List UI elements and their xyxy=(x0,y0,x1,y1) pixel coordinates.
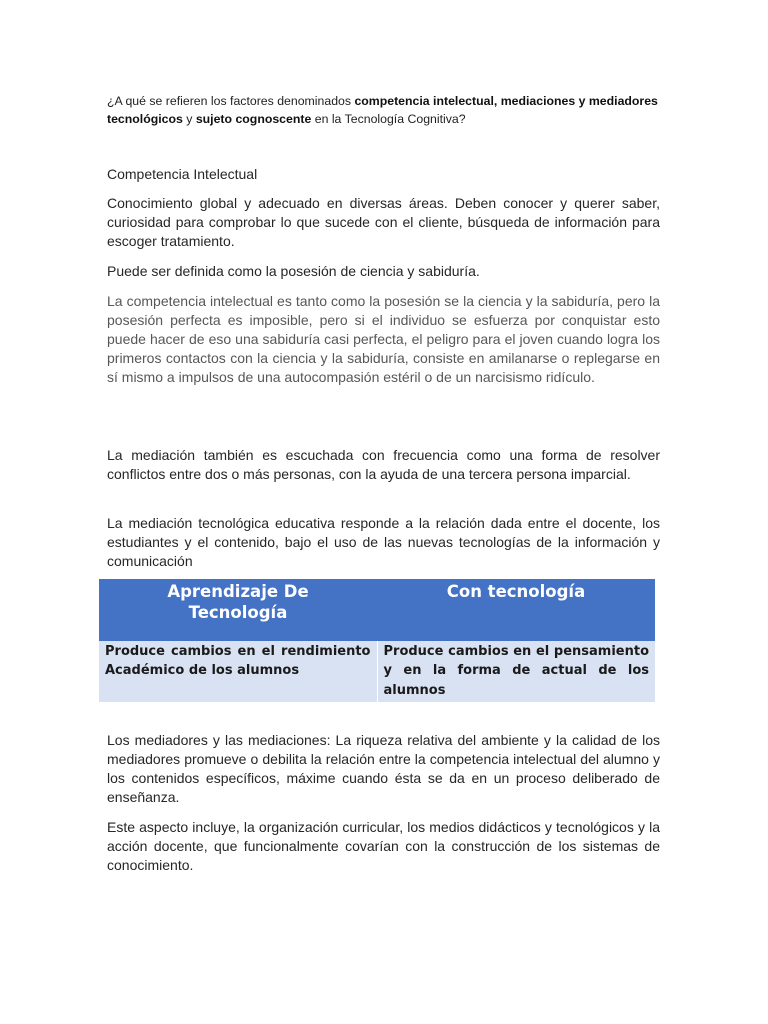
paragraph-2: Puede ser definida como la posesión de ciencia y sabiduría. xyxy=(107,263,480,279)
paragraph-4: La mediación también es escuchada con frecuencia como una forma de resolver conflictos entre dos o más personas, con la ayuda de una tercera persona imparcial. xyxy=(107,447,660,482)
question-text-2: y xyxy=(182,112,196,126)
table-header-row xyxy=(99,579,655,640)
paragraph-3: La competencia intelectual es tanto como la posesión se la ciencia y la sabiduría, pero la posesión perfecta es imposible, pero si el individuo se esfuerza por conquistar esto puede hacer de eso una sabiduría casi perfecta, el peligro para el joven cuando logra los primeros contactos con la ciencia y la sabiduría, consiste en amilanarse o replegarse en sí mismo a impulsos de una autocompasión estéril o de un narcisismo ridículo. xyxy=(107,293,660,385)
paragraph-6: Los mediadores y las mediaciones: La riqueza relativa del ambiente y la calidad de los mediadores promueve o debilita la relación entre la competencia intelectual del alumno y los contenidos específicos, máxime cuando ésta se da en un proceso deliberado de enseñanza. xyxy=(107,732,660,805)
question-text-3: en la Tecnología Cognitiva? xyxy=(311,112,466,126)
table-header-learning: Aprendizaje De Tecnología xyxy=(99,579,377,640)
comparison-table xyxy=(99,579,655,702)
paragraph-5: La mediación tecnológica educativa responde a la relación dada entre el docente, los estudiantes y el contenido, bajo el uso de las nuevas tecnologías de la información y comunicación xyxy=(107,515,660,569)
table-cell-learning: Produce cambios en el rendimiento Académico de los alumnos xyxy=(99,640,377,702)
paragraph-1: Conocimiento global y adecuado en diversas áreas. Deben conocer y querer saber, curiosidad para comprobar lo que sucede con el cliente, búsqueda de información para escoger tratamiento. xyxy=(107,195,660,249)
question-bold-1: competencia intelectual, mediaciones y mediadores tecnológicos xyxy=(107,94,658,126)
question-heading xyxy=(107,92,660,128)
question-bold-2: sujeto cognoscente xyxy=(195,112,312,126)
table-row xyxy=(99,640,655,702)
table-cell-technology: Produce cambios en el pensamiento y en la forma de actual de los alumnos xyxy=(377,640,655,702)
section-title: Competencia Intelectual xyxy=(107,166,258,182)
question-text-1: ¿A qué se refieren los factores denominados xyxy=(107,94,355,108)
paragraph-7: Este aspecto incluye, la organización curricular, los medios didácticos y tecnológicos y la acción docente, que funcionalmente covarían con la construcción de los sistemas de conocimiento. xyxy=(107,819,660,873)
table-header-technology: Con tecnología xyxy=(377,579,655,640)
